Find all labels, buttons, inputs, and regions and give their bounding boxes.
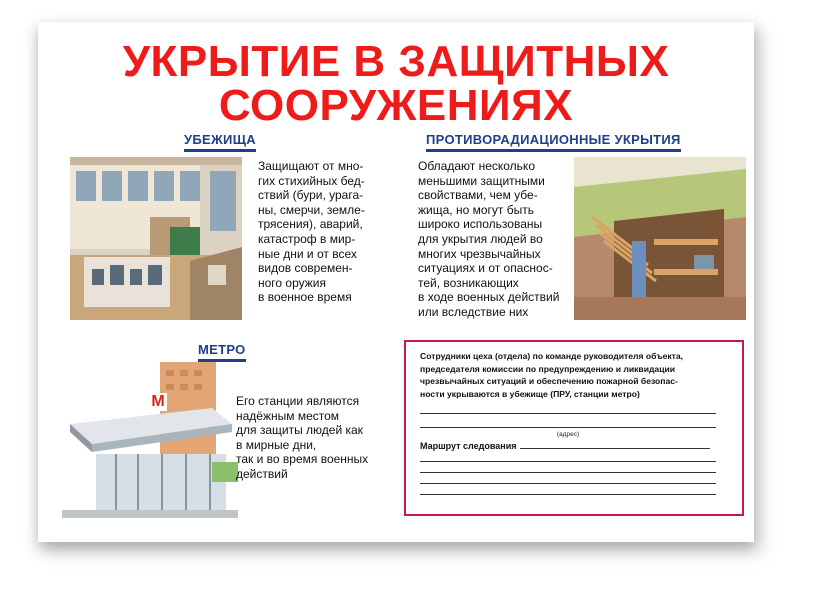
metro-sign: М [149,393,167,411]
antiradiation-illustration [574,157,746,320]
metro-illustration [62,362,238,518]
route-line-4[interactable] [420,483,716,484]
form-instructions: Сотрудники цеха (отдела) по команде руководителя объекта, председателя комиссии по предупреждению и ликвидации чрезвычайных ситуаций и обеспечению пожарной безопас- ности укрываются в убежище (ПРУ, станции метро) [420,351,684,399]
address-line-2[interactable] [420,427,716,428]
metro-text: Его станции являются надёжным местом для защиты людей как в мирные дни, так и во время военных действий [236,394,369,481]
antiradiation-text: Обладают несколько меньшими защитными свойствами, чем убе- жища, но могут быть широко использованы для укрытия людей во многих чрезвычайных ситуациях и от опаснос- тей, возникающих в ходе военных действий или вследствие них [418,159,560,319]
route-line[interactable] [520,448,710,449]
shelters-heading-rule [184,149,256,152]
address-line-1[interactable] [420,413,716,414]
title-line-2: СООРУЖЕНИЯХ [218,81,574,130]
route-line-2[interactable] [420,461,716,462]
page-title [38,37,754,130]
route-label: Маршрут следования [420,441,517,451]
antiradiation-heading-rule [426,149,681,152]
metro-heading: МЕТРО [198,342,246,362]
shelters-text: Защищают от мно- гих стихийных бед- ствий (бури, урага- ны, смерчи, земле- трясения), аварий, катастроф в мир- ные дни и от всех видов современ- ного оружия в военное время [258,159,365,305]
route-line-3[interactable] [420,472,716,473]
poster-sheet [38,22,754,542]
antiradiation-heading: ПРОТИВОРАДИАЦИОННЫЕ УКРЫТИЯ [426,132,681,152]
route-row [420,441,732,451]
shelter-illustration [70,157,242,320]
shelters-heading: УБЕЖИЩА [184,132,256,152]
route-line-5[interactable] [420,494,716,495]
title-line-1: УКРЫТИЕ В ЗАЩИТНЫХ [122,37,670,86]
address-caption: (адрес) [556,431,580,438]
shelter-assignment-form [404,340,744,516]
